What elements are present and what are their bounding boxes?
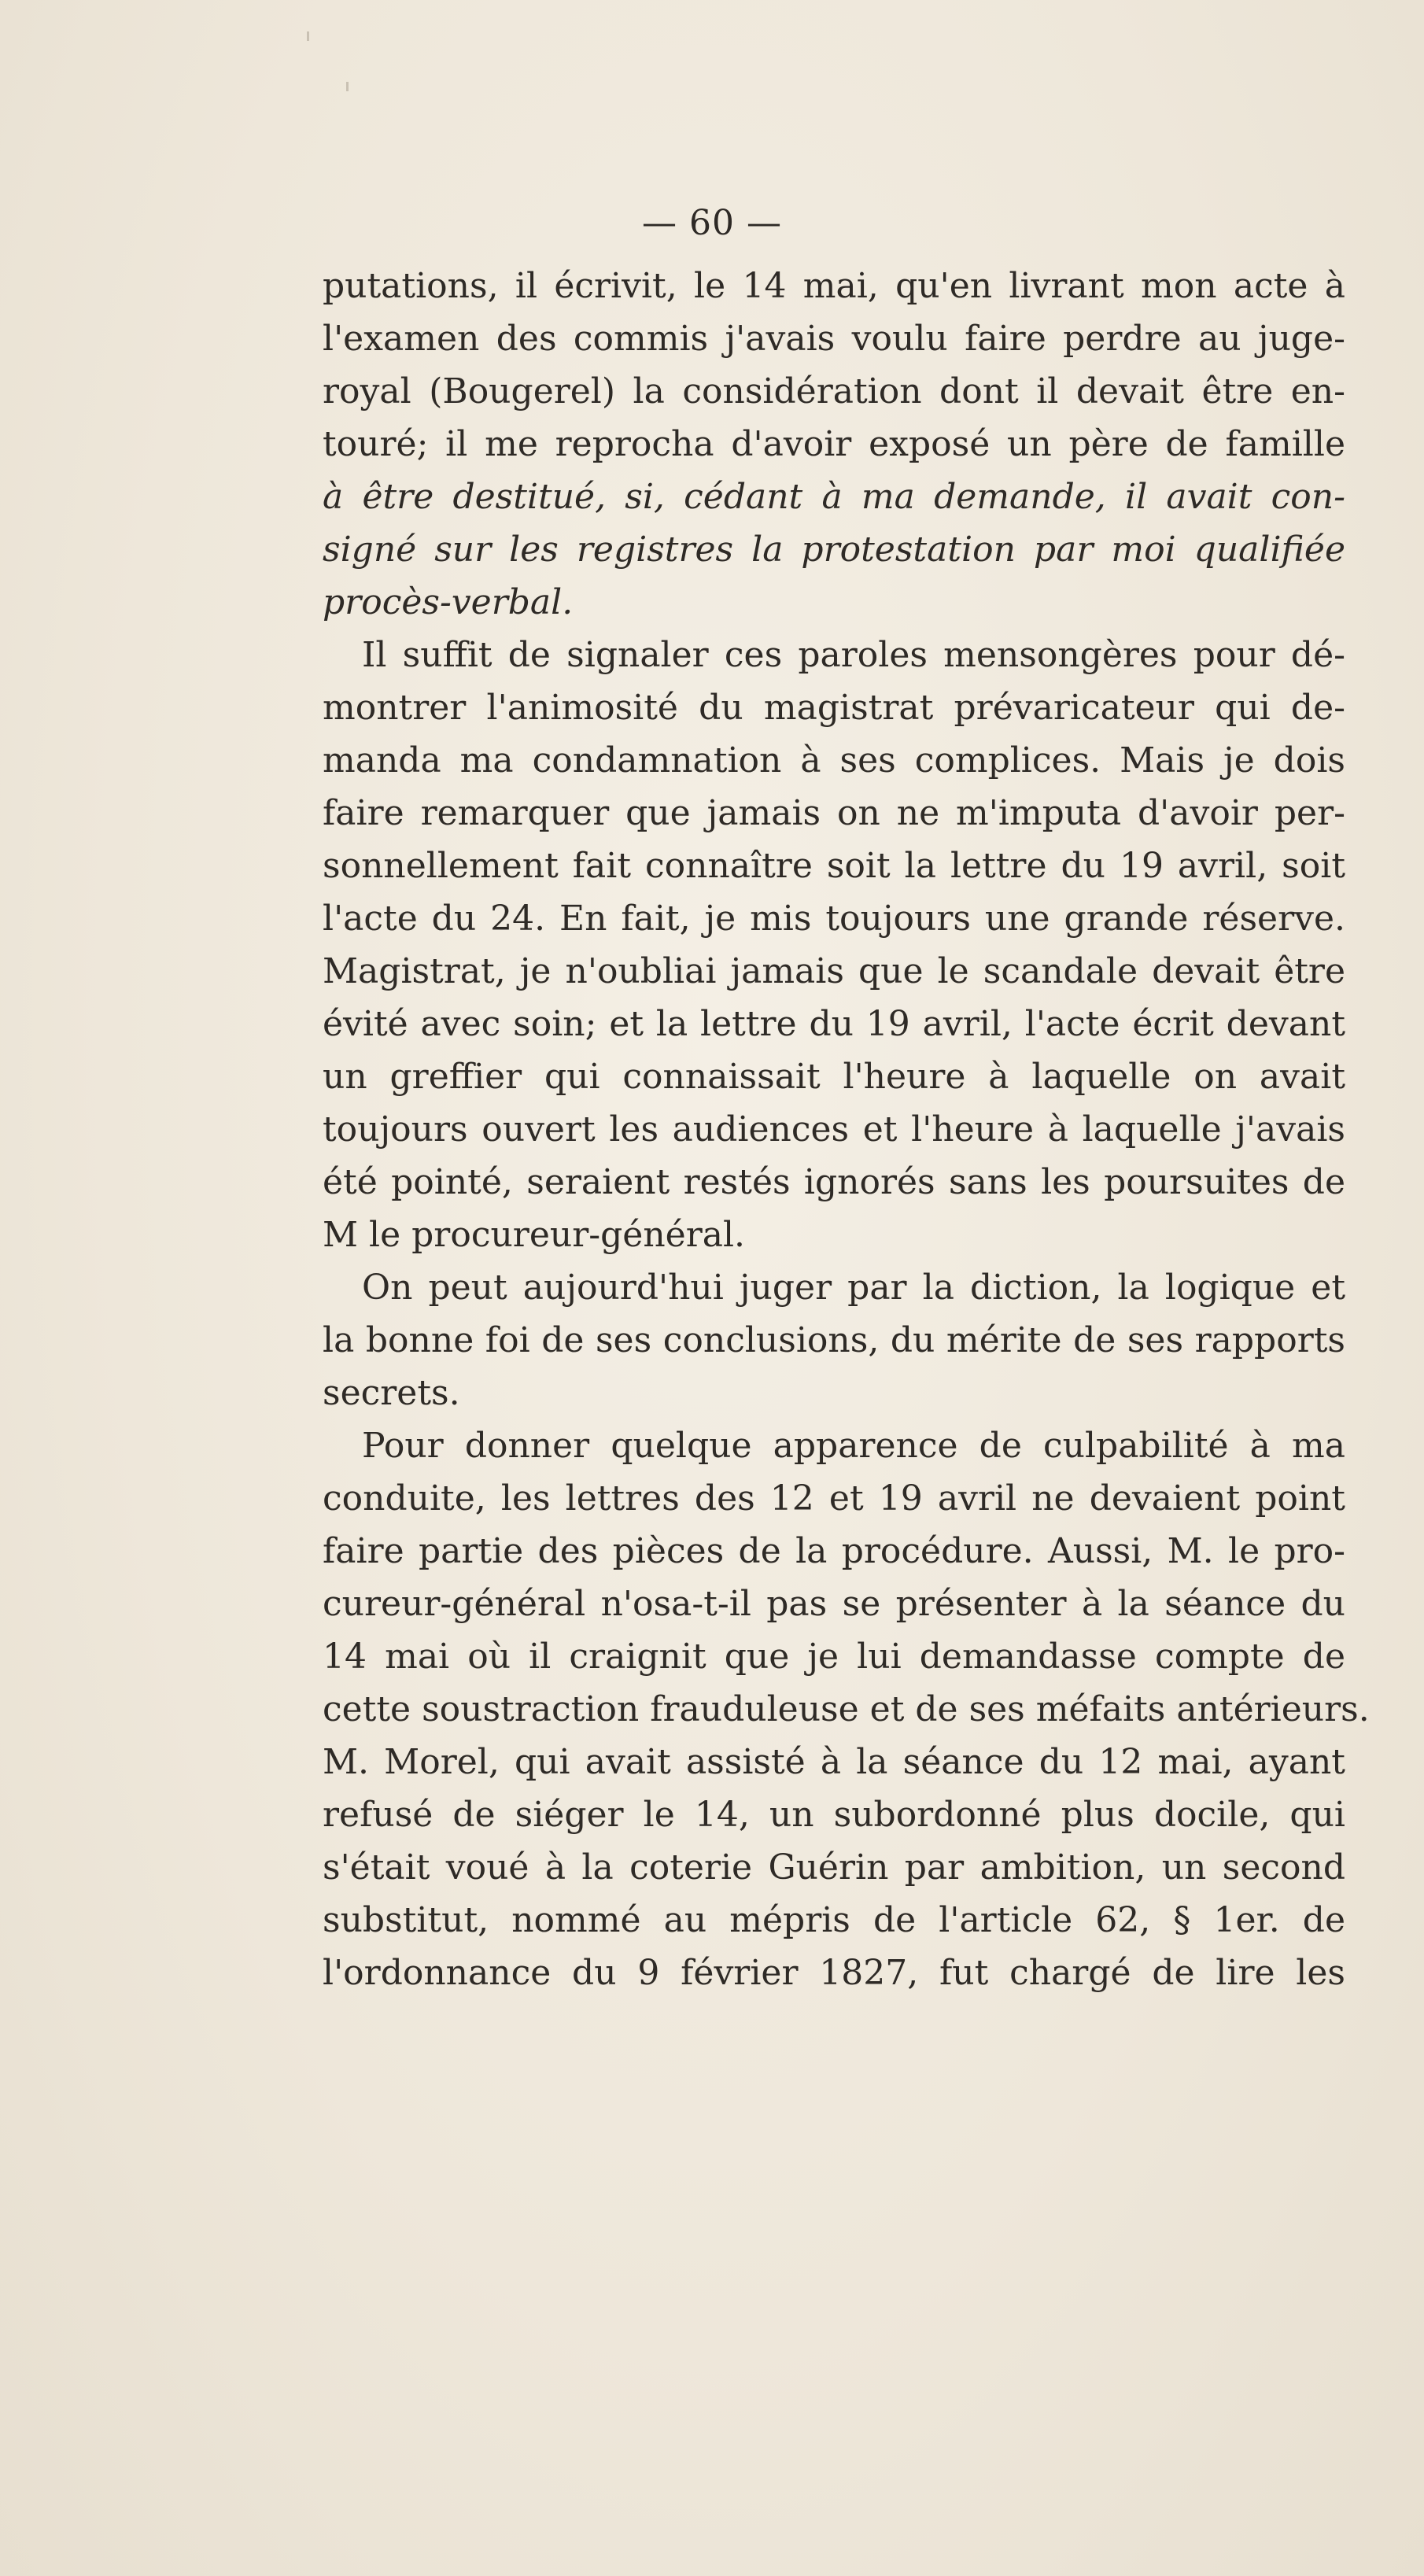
text-line: putations, il écrivit, le 14 mai, qu'en livrant mon acte à xyxy=(323,266,1345,306)
text-line: touré; il me reprocha d'avoir exposé un père de famille xyxy=(323,424,1345,464)
paper-speck xyxy=(346,82,349,91)
text-line: à être destitué, si, cédant à ma demande, il avait con- xyxy=(323,477,1345,517)
text-line: 14 mai où il craignit que je lui demandasse compte de xyxy=(323,1637,1345,1677)
text-line: substitut, nommé au mépris de l'article 62, § 1er. de xyxy=(323,1900,1345,1940)
body-text xyxy=(323,260,1370,1999)
text-line: signé sur les registres la protestation par moi qualifiée xyxy=(323,530,1345,570)
text-line: M. Morel, qui avait assisté à la séance du 12 mai, ayant xyxy=(323,1742,1345,1782)
text-line: royal (Bougerel) la considération dont il devait être en- xyxy=(323,371,1345,411)
page-number: — 60 — xyxy=(642,203,782,243)
text-line: toujours ouvert les audiences et l'heure à laquelle j'avais xyxy=(323,1109,1345,1150)
text-line: faire remarquer que jamais on ne m'imputa d'avoir per- xyxy=(323,793,1345,833)
text-line: été pointé, seraient restés ignorés sans les poursuites de xyxy=(323,1162,1345,1202)
text-line: l'acte du 24. En fait, je mis toujours une grande réserve. xyxy=(323,899,1345,939)
text-line: sonnellement fait connaître soit la lettre du 19 avril, soit xyxy=(323,846,1345,886)
text-line: cette soustraction frauduleuse et de ses méfaits antérieurs. xyxy=(323,1689,1370,1729)
text-line: l'examen des commis j'avais voulu faire perdre au juge- xyxy=(323,319,1345,359)
text-line: s'était voué à la coterie Guérin par ambition, un second xyxy=(323,1847,1345,1888)
text-line: refusé de siéger le 14, un subordonné plus docile, qui xyxy=(323,1795,1345,1835)
text-line: évité avec soin; et la lettre du 19 avril, l'acte écrit devant xyxy=(323,1004,1345,1044)
paragraph-first-line: On peut aujourd'hui juger par la diction, la logique et xyxy=(362,1268,1345,1308)
text-line: un greffier qui connaissait l'heure à laquelle on avait xyxy=(323,1057,1345,1097)
text-line: cureur-général n'osa-t-il pas se présenter à la séance du xyxy=(323,1584,1345,1624)
text-line: la bonne foi de ses conclusions, du mérite de ses rapports xyxy=(323,1320,1345,1360)
text-line: montrer l'animosité du magistrat prévaricateur qui de- xyxy=(323,688,1345,728)
text-line: secrets. xyxy=(323,1373,460,1413)
text-line: M le procureur-général. xyxy=(323,1215,746,1255)
text-line: procès-verbal. xyxy=(323,582,574,622)
text-line: manda ma condamnation à ses complices. Mais je dois xyxy=(323,740,1345,781)
text-line: faire partie des pièces de la procédure. Aussi, M. le pro- xyxy=(323,1531,1345,1571)
paragraph-first-line: Pour donner quelque apparence de culpabilité à ma xyxy=(362,1426,1345,1466)
paragraph-first-line: Il suffit de signaler ces paroles mensongères pour dé- xyxy=(362,635,1345,675)
paper-speck xyxy=(307,31,309,41)
text-line: conduite, les lettres des 12 et 19 avril ne devaient point xyxy=(323,1478,1345,1519)
text-line: Magistrat, je n'oubliai jamais que le scandale devait être xyxy=(323,951,1345,991)
text-line: l'ordonnance du 9 février 1827, fut chargé de lire les xyxy=(323,1953,1345,1993)
